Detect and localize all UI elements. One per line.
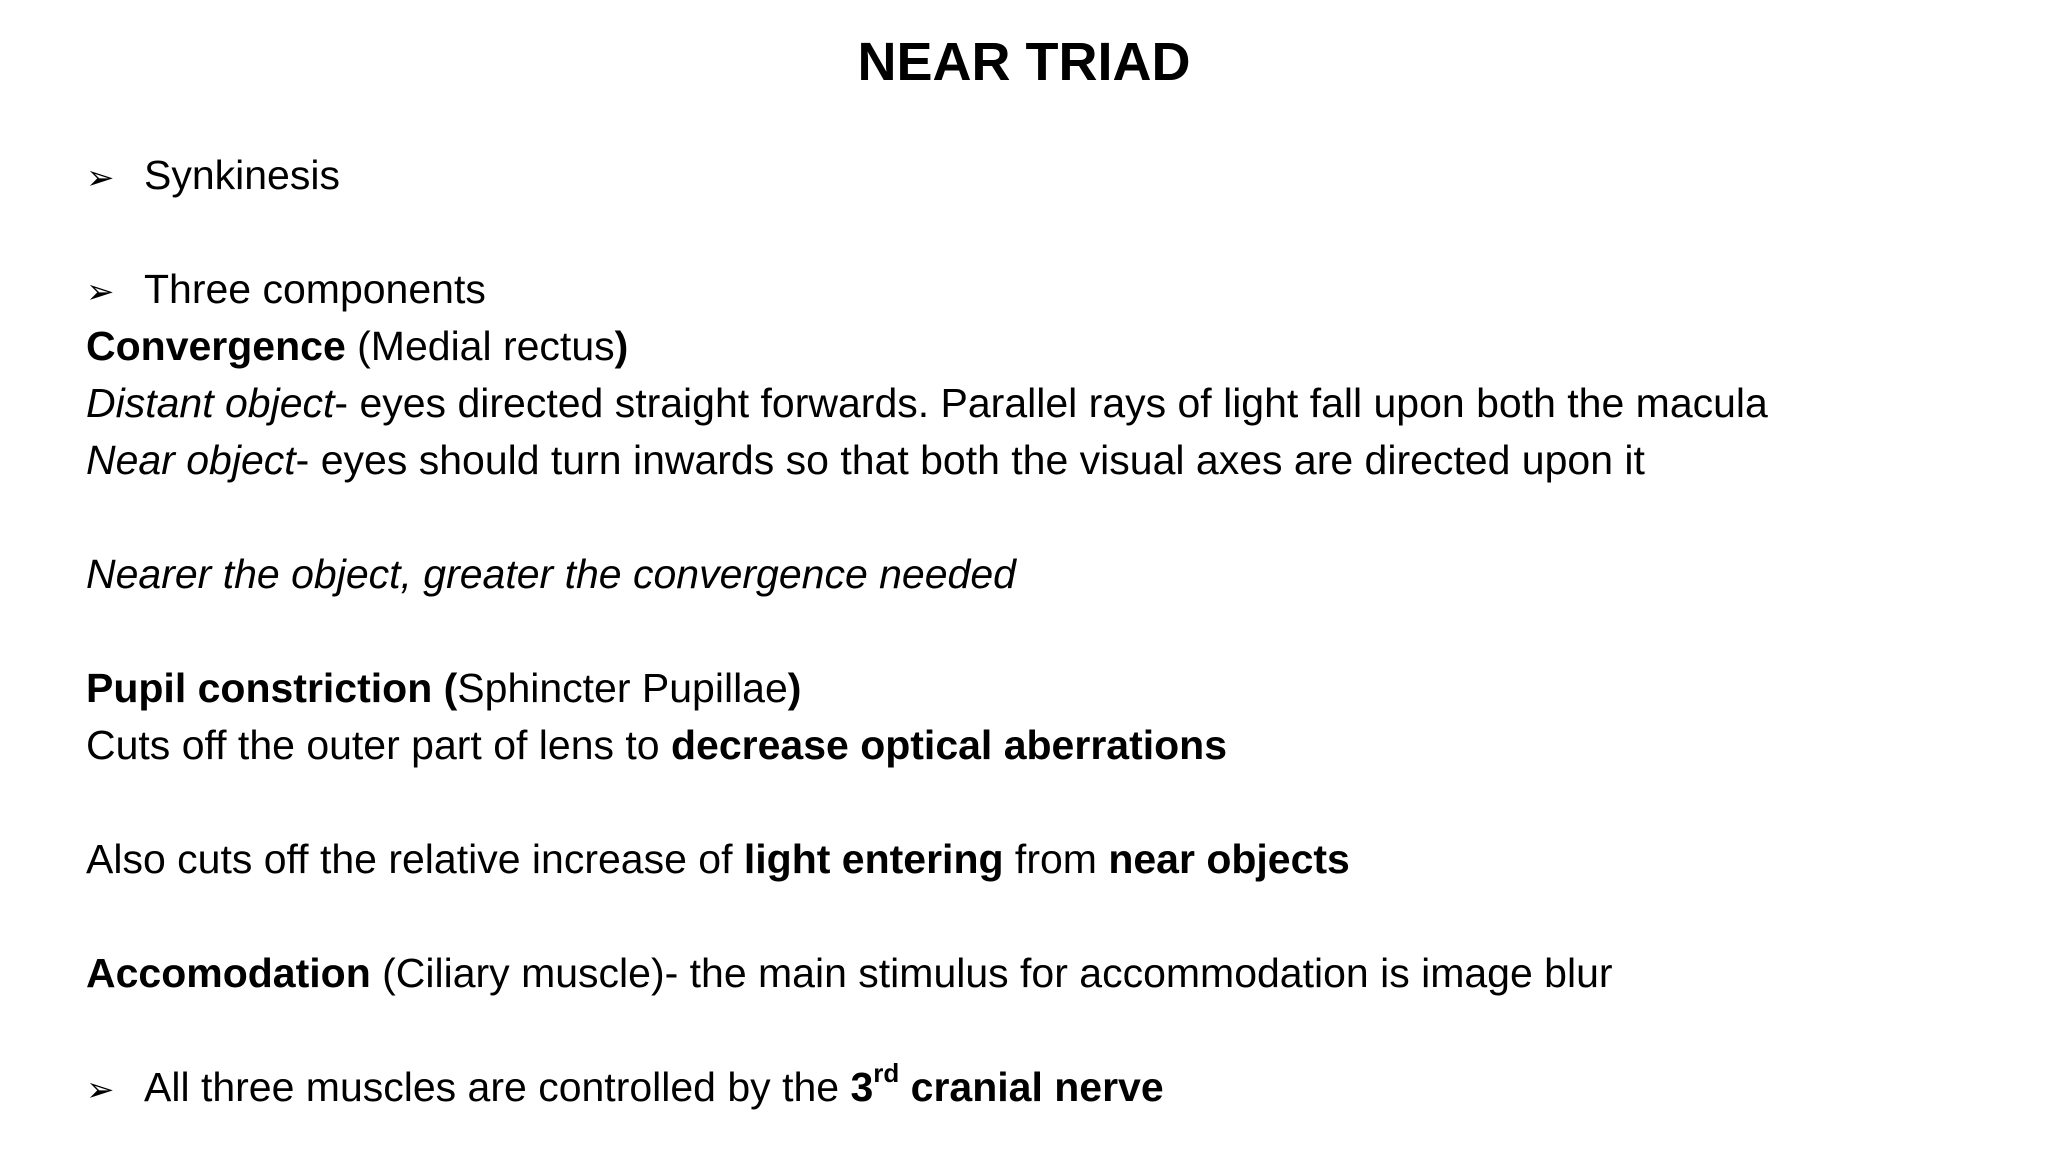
bullet-cranial-nerve — [86, 1059, 1164, 1118]
cranial-prefix: All three muscles are controlled by the — [144, 1064, 851, 1110]
bullet-text: Three components — [144, 266, 486, 312]
convergence-muscle: (Medial rectus — [345, 323, 615, 369]
near-object-label: Near object — [86, 437, 296, 483]
bullet-three-components — [86, 261, 486, 320]
arrow-bullet-icon: ➢ — [86, 158, 115, 198]
near-object-line — [86, 432, 1645, 488]
pupil-also-bold-near: near objects — [1108, 836, 1350, 882]
distant-object-label: Distant object — [86, 380, 335, 426]
slide-title: NEAR TRIAD — [857, 32, 1191, 92]
cranial-suffix: cranial nerve — [899, 1064, 1164, 1110]
nearer-note-text: Nearer the object, greater the convergence needed — [86, 551, 1016, 597]
convergence-label: Convergence — [86, 323, 346, 369]
pupil-paren-close: ) — [787, 665, 802, 711]
pupil-cuts-bold: decrease optical aberrations — [670, 722, 1228, 768]
pupil-muscle: Sphincter Pupillae — [457, 665, 788, 711]
accommodation-text: (Ciliary muscle)- the main stimulus for accommodation is image blur — [370, 950, 1613, 996]
pupil-also-mid: from — [1003, 836, 1109, 882]
bullet-text: Synkinesis — [144, 152, 340, 198]
pupil-cuts-line — [86, 717, 1227, 773]
pupil-also-bold-light: light entering — [743, 836, 1004, 882]
accommodation-label: Accomodation — [86, 950, 371, 996]
cranial-number: 3 — [850, 1064, 874, 1110]
cranial-ordinal-suffix: rd — [873, 1058, 900, 1089]
pupil-label: Pupil constriction ( — [86, 665, 458, 711]
bullet-synkinesis — [86, 147, 340, 206]
near-object-text: - eyes should turn inwards so that both the visual axes are directed upon it — [295, 437, 1645, 483]
distant-object-line — [86, 375, 1768, 431]
arrow-bullet-icon: ➢ — [86, 272, 115, 312]
arrow-bullet-icon: ➢ — [86, 1070, 115, 1110]
pupil-heading — [86, 660, 801, 716]
nearer-note — [86, 546, 1016, 602]
convergence-heading — [86, 318, 628, 374]
pupil-also-line — [86, 831, 1350, 887]
pupil-cuts-text: Cuts off the outer part of lens to — [86, 722, 671, 768]
pupil-also-text: Also cuts off the relative increase of — [86, 836, 744, 882]
accommodation-line — [86, 945, 1613, 1001]
convergence-paren-close: ) — [614, 323, 629, 369]
distant-object-text: - eyes directed straight forwards. Parallel rays of light fall upon both the macula — [334, 380, 1768, 426]
